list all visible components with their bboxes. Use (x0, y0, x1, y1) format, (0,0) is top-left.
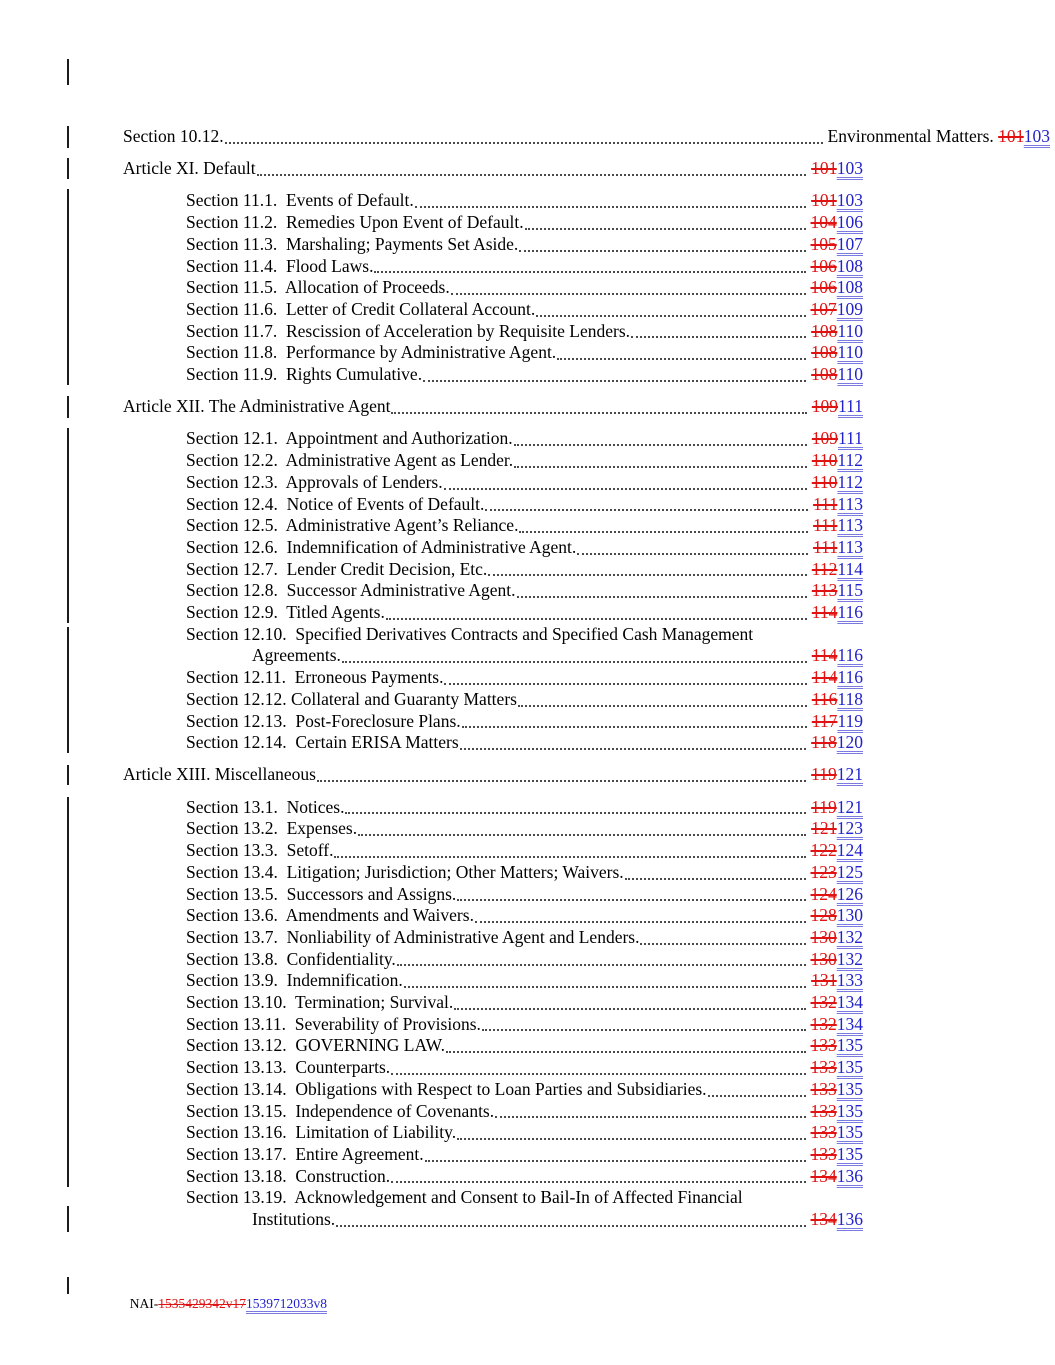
toc-section-entry (123, 1014, 863, 1036)
change-bar (67, 627, 69, 753)
page-numbers (811, 342, 863, 364)
toc-section-entry (123, 905, 863, 927)
new-page-number: 103 (836, 158, 863, 179)
toc-article-entry (123, 158, 863, 180)
dot-leader (485, 509, 808, 511)
old-page-number: 101 (998, 126, 1024, 146)
dot-leader (495, 1116, 805, 1118)
dot-leader (404, 986, 806, 988)
dot-leader (625, 878, 806, 880)
toc-section-entry (123, 840, 863, 862)
dot-leader (391, 1073, 805, 1075)
page-numbers (812, 450, 863, 472)
toc-entry-label: Section 11.9. Rights Cumulative. (186, 364, 423, 385)
toc-section-entry (123, 1035, 863, 1057)
old-page-number: 106 (810, 255, 837, 276)
page-numbers (811, 1101, 864, 1123)
toc-section-entry (123, 321, 863, 343)
toc-entry-label: Article XI. Default (123, 158, 256, 179)
toc-entry-label: Section 13.12. GOVERNING LAW. (186, 1035, 445, 1056)
dot-leader (425, 1160, 806, 1162)
old-page-number: 109 (811, 428, 839, 449)
page-numbers (811, 818, 863, 840)
dot-leader (444, 488, 807, 490)
toc-section-entry (123, 689, 863, 711)
toc-section-entry (123, 732, 863, 754)
page-numbers (811, 797, 863, 819)
dot-leader (475, 921, 806, 923)
toc-section-entry (123, 992, 863, 1014)
toc-entry-label: Section 11.7. Rescission of Acceleration by Requisite Lenders. (186, 320, 631, 341)
new-page-number: 121 (836, 764, 863, 785)
toc-entry-label: Section 12.8. Successor Administrative Agent. (186, 580, 516, 601)
old-page-number: 108 (811, 364, 838, 385)
toc-section-entry (123, 190, 863, 212)
new-page-number: 130 (836, 905, 863, 926)
dot-leader (525, 228, 806, 230)
toc-entry-label: Article XIII. Miscellaneous (123, 764, 316, 785)
new-page-number: 106 (836, 212, 863, 233)
page-numbers (811, 321, 863, 343)
page-numbers (811, 949, 864, 971)
old-page-number: 113 (811, 580, 838, 601)
new-page-number: 125 (836, 861, 863, 882)
old-page-number: 108 (811, 320, 838, 341)
toc-entry-label: Section 12.10. Specified Derivatives Contracts and Specified Cash Management (186, 623, 754, 644)
old-page-number: 133 (810, 1035, 837, 1056)
page-numbers (811, 1144, 864, 1166)
page-numbers (812, 559, 863, 581)
page-numbers (811, 256, 864, 278)
dot-leader (423, 380, 806, 382)
new-page-number: 112 (837, 450, 863, 471)
page-numbers (998, 126, 1050, 148)
old-page-number: 121 (811, 818, 837, 839)
old-page-number: 105 (810, 233, 837, 254)
toc-section-entry (123, 797, 863, 819)
page-numbers (811, 212, 864, 234)
page-numbers (811, 234, 864, 256)
dot-leader (514, 466, 807, 468)
old-page-number: 133 (810, 1057, 837, 1078)
dot-leader (536, 315, 805, 317)
page-numbers (811, 299, 864, 321)
new-page-number: 135 (836, 1100, 863, 1121)
dot-leader (462, 726, 807, 728)
old-page-number: 104 (810, 212, 837, 233)
toc-entry-label: Section 13.3. Setoff. (186, 840, 334, 861)
new-page-number: 116 (837, 645, 863, 666)
page-numbers (811, 970, 863, 992)
toc-section-entry (123, 1122, 863, 1144)
page-numbers (811, 1057, 864, 1079)
new-page-number: 116 (837, 667, 863, 688)
page-numbers (811, 158, 863, 180)
page-numbers (812, 711, 863, 733)
old-page-number: 109 (811, 396, 839, 417)
new-page-number: 135 (836, 1143, 863, 1164)
dot-leader (391, 1181, 805, 1183)
new-page-number: 132 (836, 926, 863, 947)
page-numbers (811, 862, 864, 884)
toc-entry-label: Section 10.12. (123, 126, 224, 146)
dot-leader (397, 964, 806, 966)
old-page-number: 114 (811, 602, 838, 623)
old-page-number: 108 (811, 342, 838, 363)
new-page-number: 108 (836, 277, 863, 298)
new-page-number: 135 (836, 1122, 863, 1143)
dot-leader (557, 358, 806, 360)
toc-section-entry (123, 277, 863, 299)
toc-section-entry (123, 667, 863, 689)
toc-entry-label: Section 13.7. Nonliability of Administrative Agent and Lenders. (186, 926, 640, 947)
toc-section-entry (123, 212, 863, 234)
page-numbers (811, 190, 863, 212)
old-page-number: 130 (810, 926, 837, 947)
dot-leader (342, 661, 807, 663)
change-bar (67, 158, 69, 179)
dot-leader (457, 1138, 805, 1140)
toc-entry-label: Section 12.7. Lender Credit Decision, Etc. (186, 558, 488, 579)
toc-entry-line2 (123, 645, 863, 667)
dot-leader (457, 899, 805, 901)
new-page-number: 120 (836, 732, 863, 753)
dot-leader (708, 1095, 806, 1097)
new-page-number: 103 (1023, 126, 1050, 146)
change-bar (67, 797, 69, 1187)
toc-section-entry (123, 234, 863, 256)
toc-entry-label: Section 13.9. Indemnification. (186, 970, 403, 991)
page-numbers (812, 667, 863, 689)
toc-entry-label: Section 12.12. Collateral and Guaranty Matters (186, 688, 517, 709)
page-numbers (811, 277, 864, 299)
new-page-number: 118 (837, 688, 863, 709)
change-bar (67, 396, 69, 418)
old-page-number: 119 (811, 764, 837, 785)
change-bar (67, 59, 69, 85)
old-page-number: 107 (810, 298, 837, 319)
page-numbers (812, 645, 863, 667)
new-page-number: 110 (837, 320, 863, 341)
page-numbers (813, 494, 863, 516)
toc-section-entry (123, 342, 863, 364)
toc-entry-label: Section 12.13. Post-Foreclosure Plans. (186, 710, 461, 731)
toc-entry-label: Section 12.1. Appointment and Authorization. (186, 428, 513, 449)
old-page-number: 128 (810, 905, 837, 926)
toc-section-entry (123, 450, 863, 472)
new-page-number: 112 (837, 471, 863, 492)
dot-leader (451, 293, 806, 295)
new-page-number: 113 (837, 493, 863, 514)
old-page-number: 111 (813, 493, 838, 514)
old-page-number: 111 (813, 536, 838, 557)
toc-section-entry (123, 884, 863, 906)
change-bar (67, 428, 69, 623)
toc-section-entry (123, 364, 863, 386)
toc-entry-label: Section 13.13. Counterparts. (186, 1057, 391, 1078)
toc-entry-label: Section 11.4. Flood Laws. (186, 255, 374, 276)
toc-entry-label: Section 12.14. Certain ERISA Matters (186, 732, 459, 753)
toc-section-entry (123, 299, 863, 321)
new-page-number: 103 (836, 190, 863, 211)
dot-leader (257, 174, 806, 176)
new-page-number: 111 (838, 396, 863, 417)
old-page-number: 118 (811, 732, 837, 753)
new-page-number: 119 (837, 710, 863, 731)
new-page-number: 111 (838, 428, 863, 449)
new-page-number: 113 (837, 536, 863, 557)
toc-entry-label: Section 11.5. Allocation of Proceeds. (186, 277, 450, 298)
old-page-number: 132 (810, 1013, 837, 1034)
toc-section-entry (123, 537, 863, 559)
dot-leader (334, 856, 805, 858)
table-of-contents (123, 126, 1050, 1231)
new-page-number: 107 (836, 233, 863, 254)
page-numbers (813, 515, 863, 537)
toc-entry-label: Section 13.18. Construction. (186, 1165, 391, 1186)
old-page-number: 133 (810, 1100, 837, 1121)
old-page-number: 124 (810, 883, 837, 904)
toc-entry-label: Agreements. (252, 645, 341, 666)
toc-entry-label: Section 12.2. Administrative Agent as Lender. (186, 450, 514, 471)
page-numbers (812, 689, 863, 711)
old-page-number: 134 (810, 1209, 837, 1230)
toc-entry-label: Section 13.11. Severability of Provisions. (186, 1013, 481, 1034)
old-page-number: 106 (810, 277, 837, 298)
toc-entry-label: Section 11.1. Events of Default. (186, 190, 414, 211)
new-page-number: 115 (837, 580, 863, 601)
toc-entry-label: Section 13.2. Expenses. (186, 818, 358, 839)
old-page-number: 114 (811, 645, 838, 666)
old-page-number: 101 (811, 190, 837, 211)
dot-leader (317, 780, 806, 782)
dot-leader (415, 206, 806, 208)
page-numbers (811, 1014, 864, 1036)
footer-prefix: NAI- (129, 1296, 159, 1311)
new-page-number: 135 (836, 1035, 863, 1056)
toc-entry-label: Section 13.17. Entire Agreement. (186, 1143, 424, 1164)
toc-entry-label: Section 12.3. Approvals of Lenders. (186, 471, 443, 492)
dot-leader (374, 271, 805, 273)
old-page-number: 110 (811, 450, 838, 471)
toc-section-entry (123, 126, 1050, 148)
page-numbers (812, 428, 863, 450)
toc-entry-label: Section 12.11. Erroneous Payments. (186, 667, 444, 688)
toc-entry-label: Section 13.4. Litigation; Jurisdiction; Other Matters; Waivers. (186, 861, 624, 882)
toc-entry-line1 (123, 624, 863, 646)
new-page-number: 126 (836, 883, 863, 904)
old-page-number: 112 (811, 558, 838, 579)
new-page-number: 114 (837, 558, 863, 579)
new-page-number: 110 (837, 342, 863, 363)
dot-leader (482, 1029, 806, 1031)
toc-entry-line2 (123, 1209, 863, 1231)
new-page-number: 134 (836, 1013, 863, 1034)
dot-leader (460, 748, 806, 750)
toc-section-entry (123, 862, 863, 884)
dot-leader (358, 834, 806, 836)
change-bar (67, 1277, 69, 1294)
change-bar (67, 189, 69, 385)
new-page-number: 124 (836, 840, 863, 861)
old-page-number: 122 (810, 840, 837, 861)
toc-entry-label: Section 13.16. Limitation of Liability. (186, 1122, 457, 1143)
new-page-number: 121 (836, 796, 863, 817)
toc-entry-label: Section 11.8. Performance by Administrative Agent. (186, 342, 557, 363)
toc-entry-label: Section 12.9. Titled Agents. (186, 602, 385, 623)
toc-entry-label: Section 13.15. Independence of Covenants. (186, 1100, 495, 1121)
new-page-number: 108 (836, 255, 863, 276)
dot-leader (444, 683, 806, 685)
toc-entry-right-label: Environmental Matters. (827, 126, 999, 146)
dot-leader (517, 596, 807, 598)
toc-entry-label: Section 11.2. Remedies Upon Event of Default. (186, 212, 524, 233)
new-page-number: 116 (837, 602, 863, 623)
toc-section-entry (123, 949, 863, 971)
toc-entry-label: Article XII. The Administrative Agent (123, 396, 391, 417)
page-numbers (811, 1209, 864, 1231)
page-numbers (811, 764, 863, 786)
old-page-number: 111 (813, 515, 838, 536)
toc-entry-label: Institutions. (252, 1209, 336, 1230)
new-page-number: 123 (836, 818, 863, 839)
old-page-number: 119 (811, 796, 837, 817)
dot-leader (391, 412, 806, 414)
toc-entry-label: Section 11.6. Letter of Credit Collateral Account. (186, 298, 536, 319)
toc-entry-label: Section 13.6. Amendments and Waivers. (186, 905, 474, 926)
toc-section-entry (123, 428, 863, 450)
change-bar (67, 126, 69, 148)
old-page-number: 117 (811, 710, 838, 731)
document-id-footer (123, 1278, 327, 1312)
new-page-number: 109 (836, 298, 863, 319)
footer-old-doc-id: 1535429342v17 (158, 1296, 246, 1311)
page-numbers (812, 472, 863, 494)
old-page-number: 132 (810, 992, 837, 1013)
page-numbers (812, 396, 863, 418)
toc-article-entry (123, 764, 863, 786)
dot-leader (631, 336, 806, 338)
toc-section-entry (123, 515, 863, 537)
new-page-number: 113 (837, 515, 863, 536)
page-numbers (811, 732, 863, 754)
toc-section-entry (123, 970, 863, 992)
page-numbers (812, 602, 863, 624)
toc-section-entry (123, 1079, 863, 1101)
toc-entry-label: Section 13.8. Confidentiality. (186, 948, 396, 969)
toc-article-entry (123, 396, 863, 418)
old-page-number: 133 (810, 1143, 837, 1164)
change-bar (67, 1206, 69, 1232)
dot-leader (519, 531, 808, 533)
old-page-number: 133 (810, 1078, 837, 1099)
page-numbers (811, 1166, 864, 1188)
new-page-number: 132 (836, 948, 863, 969)
toc-entry-label: Section 13.10. Termination; Survival. (186, 992, 454, 1013)
dot-leader (386, 618, 807, 620)
toc-section-entry (123, 927, 863, 949)
toc-entry-label: Section 12.5. Administrative Agent’s Reliance. (186, 515, 519, 536)
toc-section-entry (123, 1101, 863, 1123)
old-page-number: 131 (811, 970, 837, 991)
old-page-number: 116 (811, 688, 838, 709)
toc-entry-label: Section 12.4. Notice of Events of Default. (186, 493, 485, 514)
page-numbers (813, 537, 863, 559)
new-page-number: 134 (836, 992, 863, 1013)
toc-section-entry (123, 1166, 863, 1188)
dot-leader (446, 1051, 806, 1053)
toc-entry-label: Section 12.6. Indemnification of Administrative Agent. (186, 536, 577, 557)
toc-section-entry (123, 472, 863, 494)
page-numbers (811, 905, 864, 927)
page-numbers (811, 884, 864, 906)
dot-leader (225, 142, 823, 144)
toc-entry-label: Section 13.14. Obligations with Respect to Loan Parties and Subsidiaries. (186, 1078, 707, 1099)
toc-entry-label: Section 11.3. Marshaling; Payments Set Aside. (186, 233, 519, 254)
page-numbers (812, 580, 863, 602)
dot-leader (514, 444, 807, 446)
toc-section-entry (123, 602, 863, 624)
toc-entry-line1 (123, 1187, 863, 1209)
toc-section-entry (123, 580, 863, 602)
old-page-number: 114 (811, 667, 838, 688)
toc-entry-label: Section 13.1. Notices. (186, 796, 345, 817)
page-numbers (811, 927, 864, 949)
new-page-number: 135 (836, 1057, 863, 1078)
toc-section-entry (123, 256, 863, 278)
toc-entry-label: Section 13.19. Acknowledgement and Consent to Bail-In of Affected Financial (186, 1187, 743, 1208)
page-numbers (811, 1079, 864, 1101)
dot-leader (640, 943, 805, 945)
dot-leader (518, 705, 807, 707)
dot-leader (488, 574, 806, 576)
toc-section-entry (123, 711, 863, 733)
page-numbers (811, 840, 864, 862)
new-page-number: 136 (836, 1165, 863, 1186)
new-page-number: 136 (836, 1209, 863, 1230)
new-page-number: 133 (836, 970, 863, 991)
old-page-number: 123 (810, 861, 837, 882)
page-numbers (811, 992, 864, 1014)
dot-leader (577, 553, 808, 555)
dot-leader (519, 250, 805, 252)
change-bar (67, 765, 69, 785)
new-page-number: 110 (837, 364, 863, 385)
toc-section-entry (123, 818, 863, 840)
old-page-number: 110 (811, 471, 838, 492)
new-page-number: 135 (836, 1078, 863, 1099)
toc-section-entry (123, 559, 863, 581)
old-page-number: 133 (810, 1122, 837, 1143)
old-page-number: 134 (810, 1165, 837, 1186)
toc-section-entry (123, 1144, 863, 1166)
dot-leader (345, 812, 806, 814)
page-numbers (811, 1035, 864, 1057)
toc-entry-label: Section 13.5. Successors and Assigns. (186, 883, 457, 904)
old-page-number: 130 (810, 948, 837, 969)
footer-new-doc-id: 1539712033v8 (246, 1296, 327, 1311)
page-numbers (811, 364, 863, 386)
toc-section-entry (123, 1057, 863, 1079)
dot-leader (454, 1008, 805, 1010)
toc-section-entry (123, 494, 863, 516)
dot-leader (336, 1225, 805, 1227)
old-page-number: 101 (811, 158, 837, 179)
page-numbers (811, 1122, 864, 1144)
